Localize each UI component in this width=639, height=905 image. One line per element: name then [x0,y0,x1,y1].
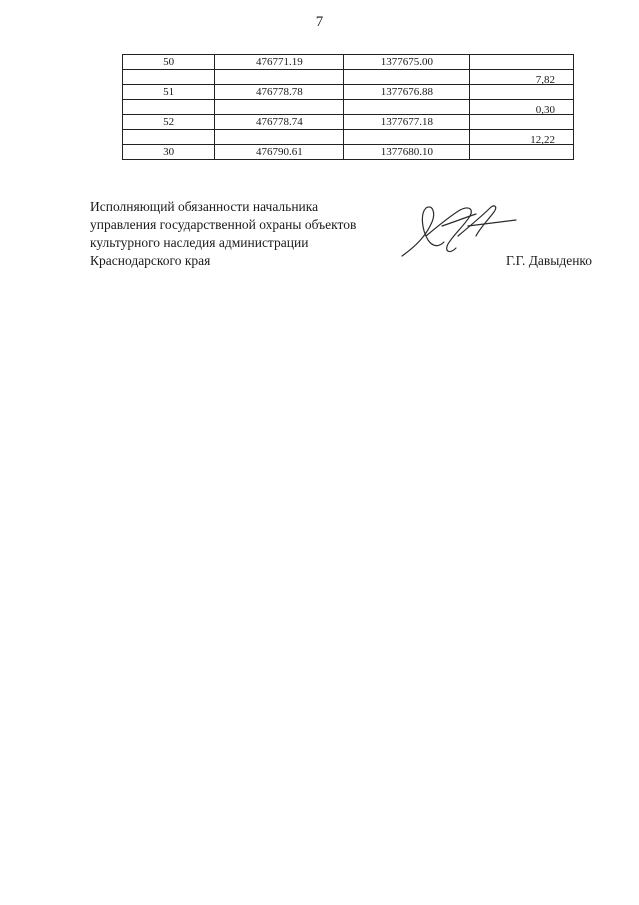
table-row [123,100,574,115]
y-coordinate-cell: 1377676.88 [344,85,470,100]
signer-position [90,198,356,270]
y-coordinate-cell [344,130,470,145]
table-row [123,85,574,100]
table-row [123,115,574,130]
table-row [123,55,574,70]
segment-length-cell: 7,82 [470,70,574,85]
signer-position-line: Краснодарского края [90,253,211,268]
segment-length-cell [470,145,574,160]
x-coordinate-cell [215,130,344,145]
point-number-cell: 51 [123,85,215,100]
y-coordinate-cell [344,70,470,85]
point-number-cell: 52 [123,115,215,130]
y-coordinate-cell [344,100,470,115]
signer-name: Г.Г. Давыденко [506,253,593,268]
point-number-cell [123,130,215,145]
point-number-cell: 30 [123,145,215,160]
segment-length-cell: 12,22 [470,130,574,145]
y-coordinate-cell: 1377677.18 [344,115,470,130]
x-coordinate-cell: 476778.78 [215,85,344,100]
table-row [123,70,574,85]
y-coordinate-cell: 1377680.10 [344,145,470,160]
table-row [123,130,574,145]
signer-position-line: управления государственной охраны объектов [90,217,357,232]
y-coordinate-cell: 1377675.00 [344,55,470,70]
x-coordinate-cell [215,100,344,115]
point-number-cell [123,100,215,115]
x-coordinate-cell: 476778.74 [215,115,344,130]
point-number-cell: 50 [123,55,215,70]
point-number-cell [123,70,215,85]
table-row [123,145,574,160]
x-coordinate-cell: 476790.61 [215,145,344,160]
signer-position-line: культурного наследия администрации [90,235,309,250]
segment-length-cell: 0,30 [470,100,574,115]
segment-length-cell [470,115,574,130]
x-coordinate-cell [215,70,344,85]
segment-length-cell [470,55,574,70]
signer-position-line: Исполняющий обязанности начальника [90,199,319,214]
page-number: 7 [315,14,324,30]
segment-length-cell [470,85,574,100]
coordinates-table [122,54,574,160]
x-coordinate-cell: 476771.19 [215,55,344,70]
handwritten-signature [398,196,518,266]
